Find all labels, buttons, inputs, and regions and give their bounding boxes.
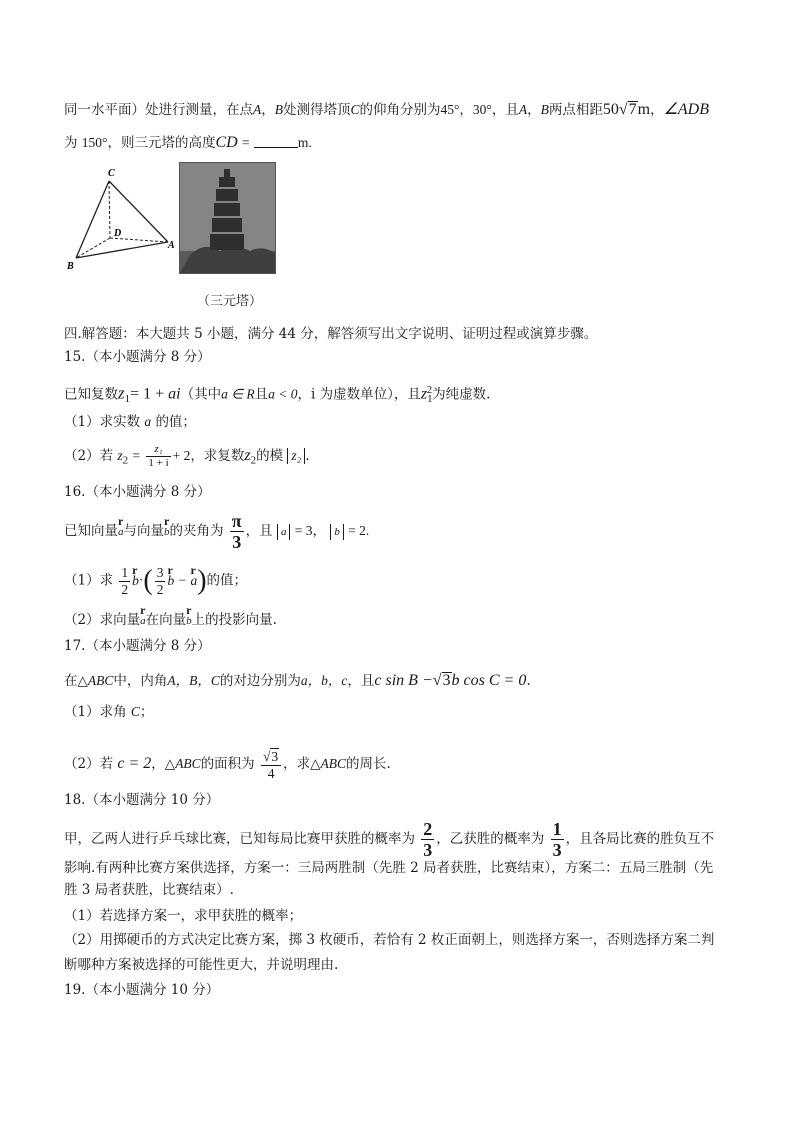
math: ∠ADB bbox=[663, 101, 710, 118]
text: 两点相距 bbox=[548, 102, 603, 118]
math: = 2. bbox=[348, 523, 370, 538]
q18-part-1: （1）若选择方案一，求甲获胜的概率； bbox=[64, 908, 303, 924]
math: a bbox=[144, 414, 152, 429]
math: A，B，C bbox=[167, 673, 220, 688]
q15-heading: 15.（本小题满分 8 分） bbox=[64, 349, 211, 365]
math: 2 bbox=[426, 384, 433, 396]
q16-part-1: （1）求 $\frac{1}{2}$ r b·( $\frac{3}{2}$ r b − r a)的值； bbox=[64, 566, 247, 596]
fraction bbox=[119, 566, 130, 596]
q18-part-2-cont: 断哪种方案被选择的可能性更大，并说明理由. bbox=[64, 957, 339, 973]
fraction bbox=[155, 566, 166, 596]
denominator: 2 bbox=[156, 581, 164, 597]
math: ai bbox=[168, 385, 181, 403]
text: . bbox=[305, 448, 310, 464]
math: = bbox=[132, 448, 141, 463]
text: 同一水平面）处进行测量，在点 bbox=[64, 102, 253, 118]
text: 的模 bbox=[256, 448, 284, 464]
text: ，则三元塔的高度 bbox=[107, 135, 216, 151]
vector: r b bbox=[167, 571, 174, 591]
q17-heading: 17.（本小题满分 8 分） bbox=[64, 638, 211, 654]
text: 甲，乙两人进行乒乓球比赛，已知每局比赛甲获胜的概率为 bbox=[64, 831, 415, 847]
math: 2 bbox=[122, 454, 129, 467]
q17-part-2 bbox=[64, 748, 391, 781]
text: （1）求角 bbox=[64, 704, 127, 720]
text: 的夹角为 bbox=[169, 523, 224, 539]
fraction bbox=[230, 512, 244, 551]
math: a < 0 bbox=[268, 386, 298, 402]
denominator: 1 + i bbox=[148, 457, 169, 469]
math: 1 bbox=[427, 393, 433, 406]
math: z bbox=[118, 383, 125, 403]
text: ，△ bbox=[151, 755, 176, 772]
text: ，求△ bbox=[283, 755, 321, 772]
text: ，且各局比赛的胜负互不 bbox=[565, 831, 715, 847]
math: 30° bbox=[472, 102, 492, 117]
text: 的值； bbox=[155, 414, 196, 430]
q18-part-2: （2）用掷硬币的方式决定比赛方案，掷 3 枚硬币，若恰有 2 枚正面朝上，则选择方案一，否则选择方案二判 bbox=[64, 932, 715, 948]
math: 2 bbox=[250, 454, 257, 467]
text: ，乙获胜的概率为 bbox=[436, 831, 545, 847]
text: （1）求实数 bbox=[64, 414, 141, 430]
math: 3 bbox=[442, 672, 451, 689]
text: . bbox=[526, 673, 531, 689]
math: 45° bbox=[440, 102, 460, 117]
q17-part-1 bbox=[64, 702, 153, 722]
section-heading: 四.解答题：本大题共 5 小题，满分 44 分，解答须写出文字说明、证明过程或演算步骤。 bbox=[64, 326, 598, 342]
text: 中，内角 bbox=[113, 673, 168, 689]
text: ，且 bbox=[347, 673, 375, 689]
q19-heading: 19.（本小题满分 10 分） bbox=[64, 982, 220, 998]
math: = 1 + bbox=[130, 385, 169, 403]
text: （2）求向量 bbox=[64, 612, 141, 628]
math: a，b，c bbox=[300, 673, 348, 688]
numerator: 3 bbox=[156, 565, 164, 580]
numerator: 1 bbox=[552, 819, 562, 839]
text: 与向量 bbox=[123, 523, 164, 539]
math: 150° bbox=[81, 135, 108, 150]
label-d: D bbox=[114, 228, 122, 239]
vector: r b bbox=[186, 611, 192, 631]
numerator: √3 bbox=[261, 748, 281, 766]
math: A bbox=[253, 102, 262, 117]
fraction bbox=[421, 820, 434, 859]
text: 为 bbox=[64, 135, 78, 151]
text: 的值； bbox=[206, 572, 248, 589]
text: 处测得塔顶 bbox=[283, 102, 351, 118]
q15-stem bbox=[64, 380, 490, 409]
text: 在向量 bbox=[145, 612, 187, 628]
modulus: z₂ bbox=[287, 448, 305, 464]
vector: r a bbox=[190, 571, 197, 591]
vector: r a bbox=[118, 522, 124, 542]
math: C bbox=[350, 102, 360, 117]
text: （2）若 bbox=[64, 755, 114, 772]
math: b cos C = 0 bbox=[451, 672, 527, 689]
math: · bbox=[138, 572, 144, 588]
denominator: 2 bbox=[121, 581, 129, 597]
math: = 3， bbox=[294, 523, 327, 538]
math: ABC bbox=[320, 755, 347, 771]
denominator: 3 bbox=[232, 532, 242, 552]
label-b: B bbox=[67, 261, 74, 272]
denominator: 3 bbox=[423, 840, 433, 860]
text: ； bbox=[139, 704, 154, 720]
problem-14-line-2 bbox=[64, 133, 312, 153]
numerator: π bbox=[231, 511, 242, 531]
figure-caption: （三元塔） bbox=[197, 294, 263, 309]
text: 的仰角分别为 bbox=[359, 102, 441, 118]
math: 1 bbox=[124, 393, 131, 406]
text: 上的投影向量. bbox=[191, 612, 277, 628]
text: ， bbox=[261, 102, 275, 118]
math: 50 bbox=[602, 101, 619, 118]
fraction bbox=[261, 748, 281, 781]
text: 的对边分别为 bbox=[219, 673, 301, 689]
text: 且 bbox=[254, 386, 269, 403]
text: （1）求 bbox=[64, 572, 114, 589]
q16-part-2 bbox=[64, 610, 277, 631]
q18-line-3: 胜 3 局者获胜，比赛结束）. bbox=[64, 882, 234, 898]
text: 的面积为 bbox=[200, 755, 255, 772]
math: CD bbox=[215, 134, 238, 151]
math: c = 2 bbox=[117, 754, 152, 772]
numerator: 1 bbox=[121, 565, 129, 580]
math: z bbox=[420, 385, 428, 403]
vector: r a bbox=[140, 611, 146, 631]
q18-line-2: 影响.有两种比赛方案供选择，方案一：三局两胜制（先胜 2 局者获胜，比赛结束），方案二：五局三胜制（先 bbox=[64, 860, 714, 876]
math: C bbox=[130, 704, 140, 719]
text: 为纯虚数. bbox=[432, 386, 491, 403]
text: ，且 bbox=[491, 102, 519, 118]
text: ，求复数 bbox=[190, 448, 245, 464]
modulus: b bbox=[330, 524, 344, 540]
numerator: 2 bbox=[423, 819, 433, 839]
math: A bbox=[518, 102, 528, 117]
text: 已知向量 bbox=[64, 523, 118, 539]
math: c sin B − bbox=[374, 672, 433, 689]
tetrahedron-diagram bbox=[64, 156, 174, 281]
text: （其中 bbox=[180, 386, 222, 403]
denominator: 4 bbox=[267, 766, 275, 781]
problem-14-line-1: 同一水平面）处进行测量，在点A，B处测得塔顶C的仰角分别为45°，30°，且A，B两点相距50√7m，∠ADB bbox=[64, 101, 710, 118]
text: m. bbox=[297, 135, 312, 150]
label-a: A bbox=[168, 240, 175, 251]
math: + 2 bbox=[172, 448, 191, 463]
q15-part-1 bbox=[64, 412, 196, 432]
tower-photo bbox=[179, 162, 276, 274]
math: z bbox=[117, 448, 123, 463]
math: ABC bbox=[175, 755, 201, 771]
q16-stem bbox=[64, 512, 369, 551]
vector: r b bbox=[164, 522, 170, 542]
pagoda-icon bbox=[180, 163, 275, 273]
math: − bbox=[178, 572, 187, 588]
q18-line-1 bbox=[64, 820, 714, 859]
math: = bbox=[241, 135, 250, 150]
answer-blank bbox=[254, 133, 298, 148]
text: （2）若 bbox=[64, 448, 114, 464]
q16-heading: 16.（本小题满分 8 分） bbox=[64, 484, 211, 500]
q17-stem: 在△ABC中，内角A，B，C的对边分别为a，b，c，且c sin B −√3b cos C = 0. bbox=[64, 672, 531, 689]
math: 3 bbox=[271, 749, 279, 764]
fraction bbox=[551, 820, 564, 859]
math: 7 bbox=[628, 101, 637, 118]
math: ABC bbox=[87, 673, 114, 688]
q15-part-2 bbox=[64, 444, 310, 471]
modulus: a bbox=[277, 524, 291, 540]
math: B bbox=[540, 102, 549, 117]
math: B bbox=[274, 102, 283, 117]
pyramid-figure bbox=[64, 156, 276, 314]
text: 的周长. bbox=[346, 755, 391, 772]
text: ， bbox=[527, 102, 541, 118]
text: 在△ bbox=[64, 673, 88, 689]
text: ，且 bbox=[245, 523, 273, 539]
q18-heading: 18.（本小题满分 10 分） bbox=[64, 792, 220, 808]
math: m bbox=[637, 101, 651, 118]
text: ， bbox=[459, 102, 473, 118]
label-c: C bbox=[108, 168, 115, 179]
vector: r b bbox=[132, 571, 139, 591]
denominator: 3 bbox=[552, 840, 562, 860]
text: 已知复数 bbox=[64, 386, 118, 403]
numerator: z₁ bbox=[146, 444, 170, 457]
text: ， bbox=[650, 102, 664, 118]
math: z bbox=[244, 447, 251, 464]
math: a ∈ R bbox=[221, 386, 255, 402]
fraction bbox=[146, 444, 170, 469]
text: ，i 为虚数单位），且 bbox=[297, 386, 421, 403]
